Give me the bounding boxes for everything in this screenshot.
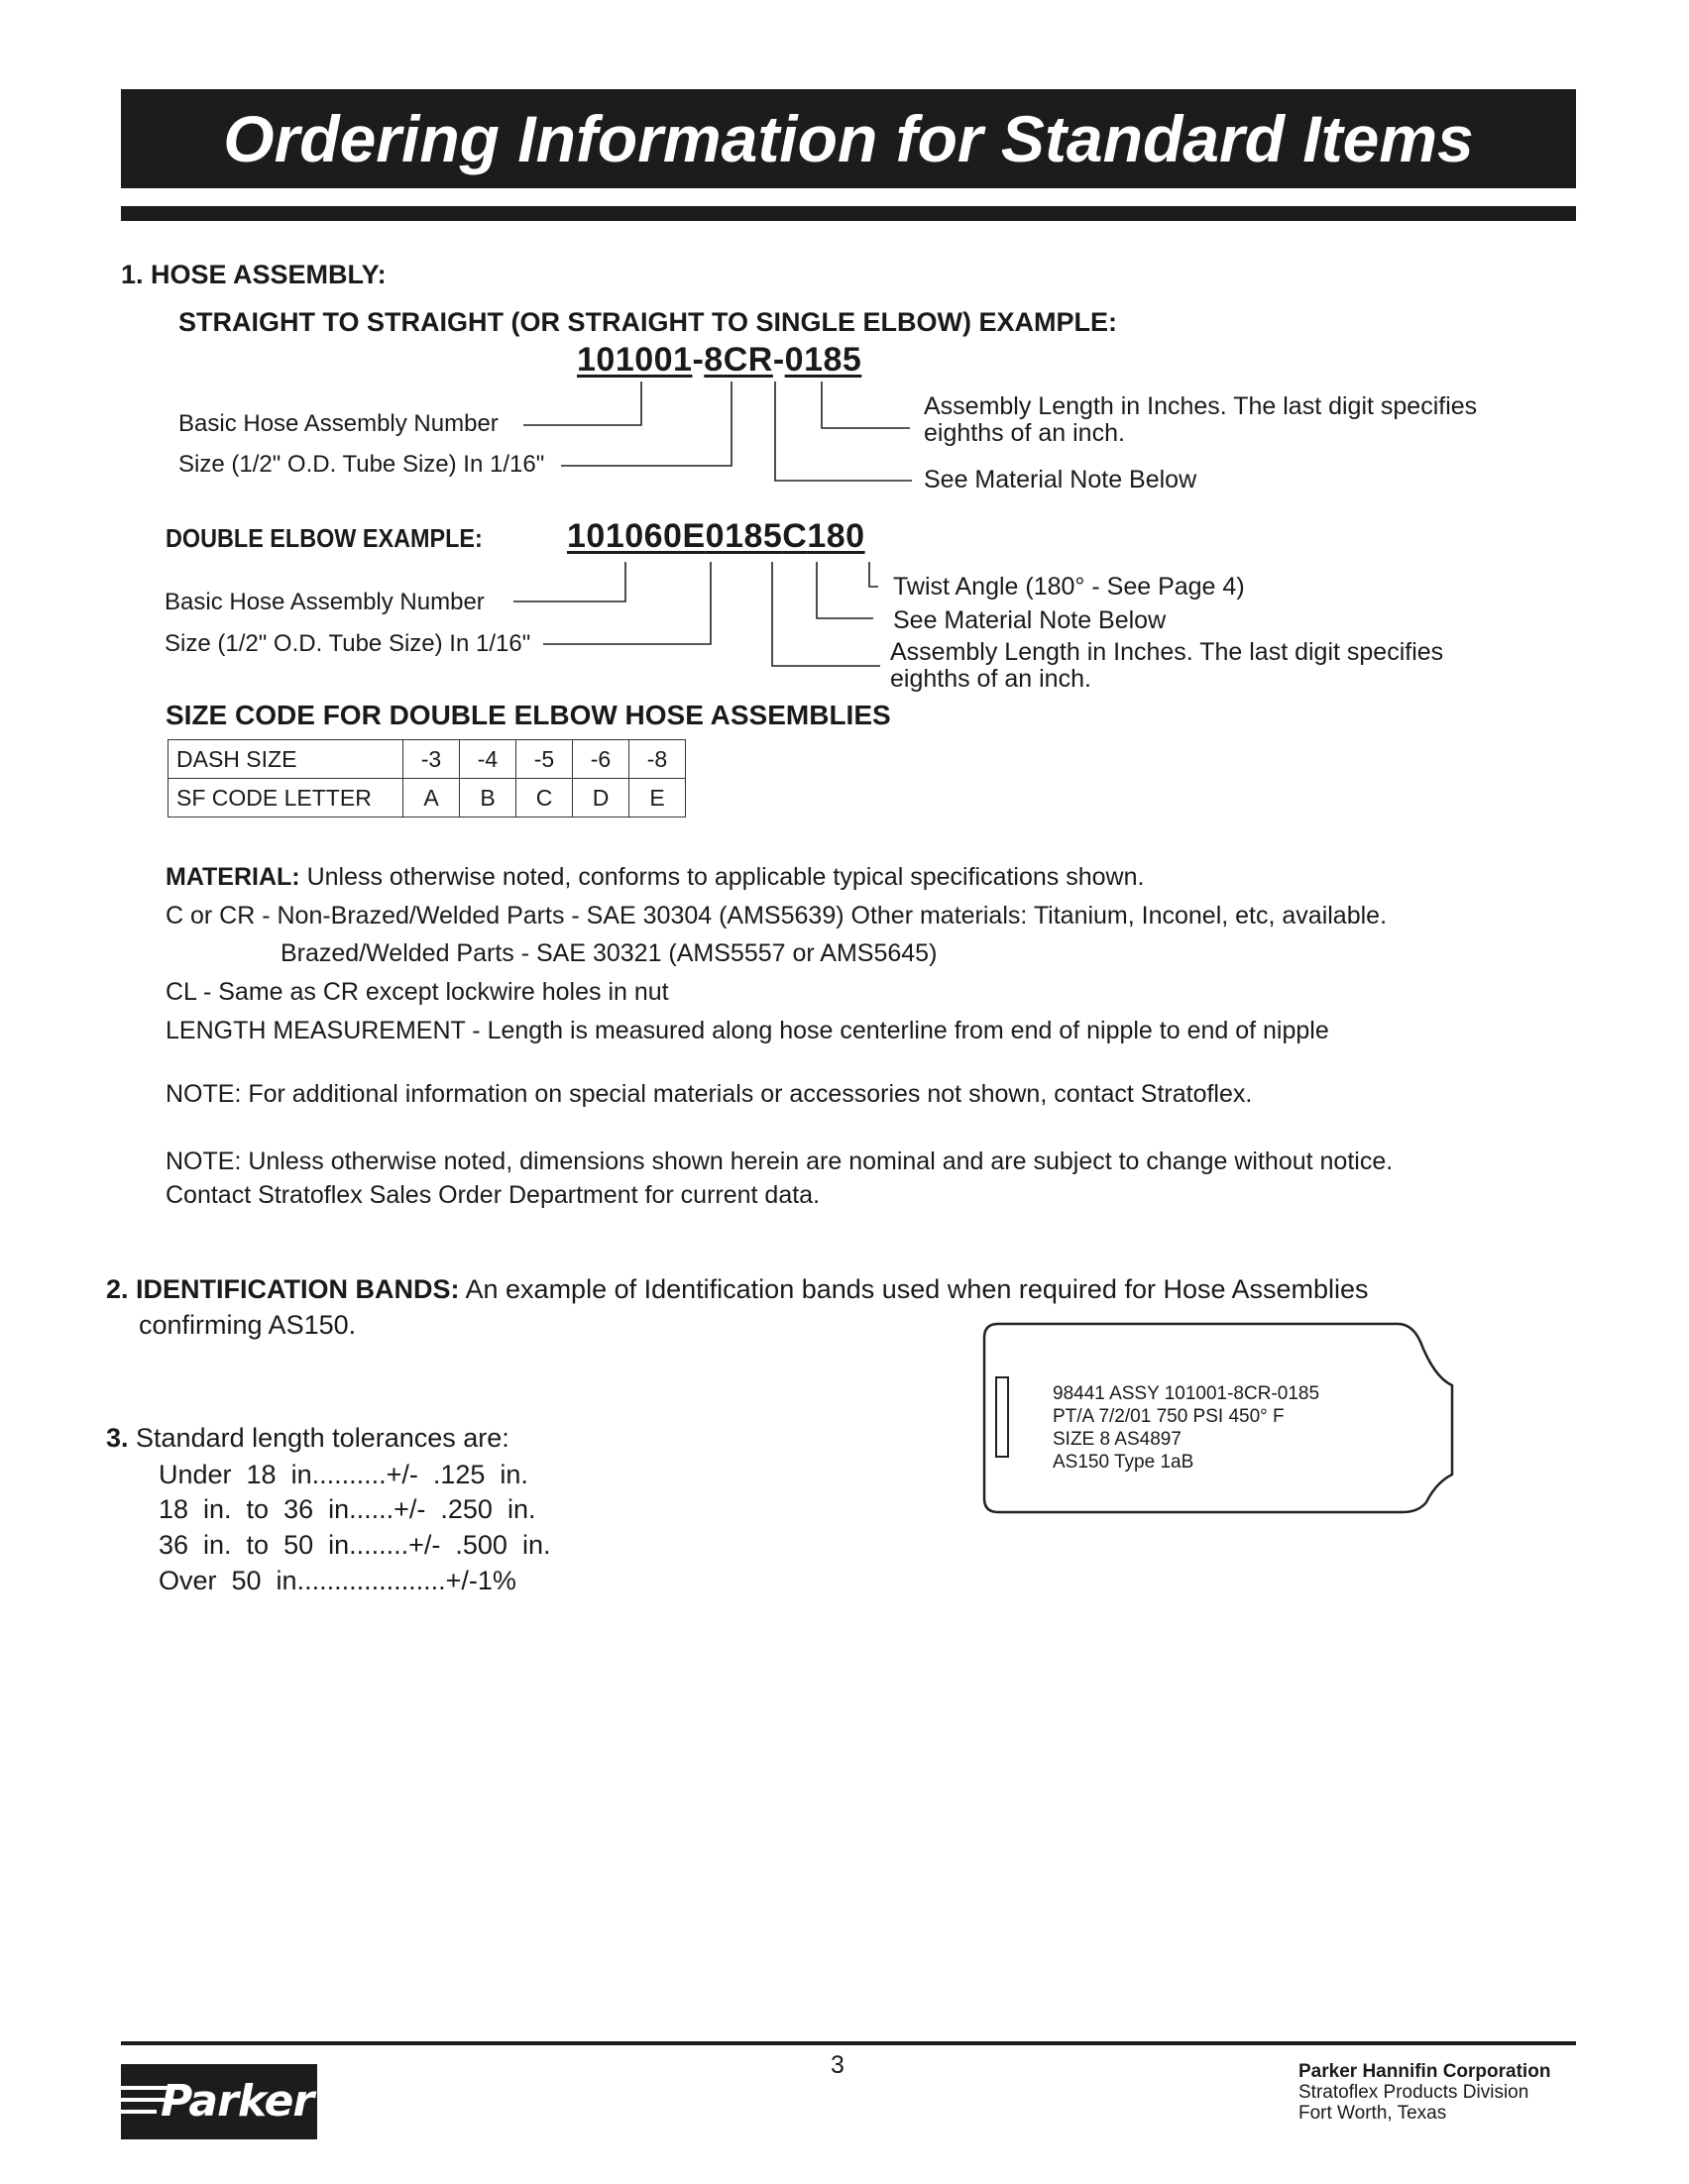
material-line-brazed: Brazed/Welded Parts - SAE 30321 (AMS5557 or AMS5645)	[281, 939, 938, 967]
leader-de-material	[817, 562, 873, 618]
de-label-length-1: Assembly Length in Inches. The last digit specifies	[890, 638, 1444, 666]
section2-text: An example of Identification bands used when required for Hose Assemblies	[459, 1274, 1369, 1304]
page-title: Ordering Information for Standard Items	[223, 102, 1474, 175]
tolerance-row: 18 in. to 36 in......+/- .250 in.	[159, 1494, 536, 1524]
title-banner	[121, 89, 1576, 188]
table-cell: -4	[460, 740, 516, 779]
table-cell: DASH SIZE	[169, 740, 403, 779]
de-part-twist: 180	[807, 517, 865, 555]
leader-de-length	[772, 562, 880, 666]
leader-length	[822, 382, 910, 428]
straight-label-material: See Material Note Below	[924, 466, 1197, 493]
section1-heading: 1. HOSE ASSEMBLY:	[121, 260, 387, 289]
logo-stripe	[121, 2098, 165, 2102]
note-additional: NOTE: For additional information on special materials or accessories not shown, contact Stratoflex.	[166, 1080, 1253, 1108]
logo-stripe	[121, 2110, 157, 2114]
code-part-size: 8	[704, 341, 724, 379]
size-code-table	[168, 739, 686, 818]
tag-slot	[996, 1377, 1008, 1457]
size-code-heading: SIZE CODE FOR DOUBLE ELBOW HOSE ASSEMBLIES	[166, 700, 891, 730]
table-cell: -3	[403, 740, 460, 779]
table-cell: B	[460, 779, 516, 818]
section3-intro: Standard length tolerances are:	[128, 1423, 509, 1453]
corp-location: Fort Worth, Texas	[1298, 2103, 1447, 2124]
table-cell: -6	[573, 740, 629, 779]
section3-label: 3.	[106, 1423, 129, 1453]
code-part-dash2: -	[772, 341, 785, 379]
de-label-material: See Material Note Below	[893, 606, 1167, 634]
section1-example-heading: STRAIGHT TO STRAIGHT (OR STRAIGHT TO SINGLE ELBOW) EXAMPLE:	[178, 307, 1117, 337]
table-cell: C	[516, 779, 573, 818]
de-label-twist: Twist Angle (180° - See Page 4)	[893, 573, 1245, 601]
double-elbow-code	[567, 517, 865, 556]
note-dimensions-2: Contact Stratoflex Sales Order Department for current data.	[166, 1181, 821, 1209]
de-label-size: Size (1/2" O.D. Tube Size) In 1/16"	[165, 630, 531, 657]
table-cell: D	[573, 779, 629, 818]
double-elbow-heading: DOUBLE ELBOW EXAMPLE:	[166, 523, 483, 553]
table-cell: A	[403, 779, 460, 818]
corporate-info	[1298, 2061, 1550, 2124]
material-line-length: LENGTH MEASUREMENT - Length is measured along hose centerline from end of nipple to end of nipple	[166, 1017, 1329, 1044]
parker-logo	[121, 2064, 317, 2139]
straight-label-length-1: Assembly Length in Inches. The last digit specifies	[924, 392, 1478, 420]
table-cell: -8	[629, 740, 686, 779]
page-number: 3	[831, 2051, 844, 2079]
code-part-dash1: -	[692, 341, 705, 379]
material-line-c: C or CR - Non-Brazed/Welded Parts - SAE 30304 (AMS5639) Other materials: Titanium, Inconel, etc, available.	[166, 902, 1388, 929]
header-rule	[121, 206, 1576, 221]
table-cell: E	[629, 779, 686, 818]
tag-line: AS150 Type 1aB	[1053, 1452, 1194, 1473]
tolerance-row: Under 18 in..........+/- .125 in.	[159, 1460, 528, 1489]
corp-name: Parker Hannifin Corporation	[1298, 2061, 1551, 2082]
code-part-basic: 101001	[577, 341, 693, 379]
leader-de-twist	[869, 562, 878, 587]
table-row	[169, 740, 686, 779]
material-intro	[166, 863, 1144, 892]
de-part-basic: 101060	[567, 517, 683, 555]
straight-label-length-2: eighths of an inch.	[924, 419, 1125, 447]
logo-text: Parker	[161, 2076, 314, 2127]
leader-material	[775, 382, 912, 481]
straight-label-size: Size (1/2" O.D. Tube Size) In 1/16"	[178, 451, 545, 478]
de-part-length: 0185	[705, 517, 783, 555]
straight-example-code	[577, 341, 861, 380]
section2-label: 2. IDENTIFICATION BANDS:	[106, 1274, 460, 1304]
de-label-length-2: eighths of an inch.	[890, 665, 1091, 693]
de-part-size: E	[682, 517, 706, 555]
code-part-length: 0185	[784, 341, 862, 379]
tag-text	[1053, 1382, 1319, 1474]
table-cell: -5	[516, 740, 573, 779]
corp-division: Stratoflex Products Division	[1298, 2082, 1529, 2103]
material-label: MATERIAL:	[166, 863, 300, 891]
section2-line	[106, 1274, 1369, 1305]
leader-de-size	[543, 562, 711, 644]
material-line-cl: CL - Same as CR except lockwire holes in nut	[166, 978, 669, 1006]
tag-line: 98441 ASSY 101001-8CR-0185	[1053, 1383, 1320, 1404]
leader-basic	[523, 382, 641, 425]
material-intro-text: Unless otherwise noted, conforms to applicable typical specifications shown.	[299, 863, 1145, 891]
tolerance-row: Over 50 in....................+/-1%	[159, 1566, 516, 1595]
note-dimensions-1: NOTE: Unless otherwise noted, dimensions shown herein are nominal and are subject to change without notice.	[166, 1147, 1394, 1175]
de-label-basic: Basic Hose Assembly Number	[165, 589, 485, 615]
table-row	[169, 779, 686, 818]
footer-rule	[121, 2041, 1576, 2045]
section2-text-2: confirming AS150.	[139, 1310, 357, 1340]
leader-de-basic	[513, 562, 625, 601]
tolerance-row: 36 in. to 50 in........+/- .500 in.	[159, 1530, 551, 1560]
tag-line: PT/A 7/2/01 750 PSI 450° F	[1053, 1406, 1285, 1427]
straight-label-basic: Basic Hose Assembly Number	[178, 410, 499, 437]
table-cell: SF CODE LETTER	[169, 779, 403, 818]
section3-heading	[106, 1423, 509, 1454]
leader-size	[561, 382, 732, 466]
tag-line: SIZE 8 AS4897	[1053, 1429, 1182, 1450]
code-part-material: CR	[723, 341, 773, 379]
de-part-material: C	[782, 517, 808, 555]
